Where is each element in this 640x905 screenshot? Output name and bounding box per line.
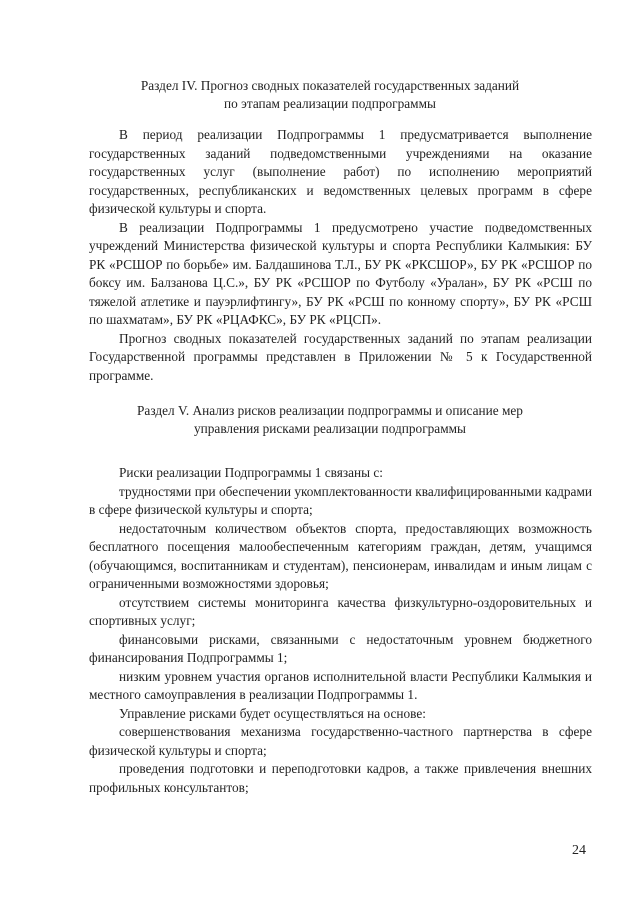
section-4-heading-line-1: Раздел IV. Прогноз сводных показателей государственных заданий — [140, 78, 520, 93]
page-number: 24 — [572, 843, 586, 858]
section-5-heading — [110, 402, 550, 438]
paragraph: трудностями при обеспечении укомплектованности квалифицированными кадрами в сфере физической культуры и спорта; — [89, 483, 592, 517]
paragraph: В период реализации Подпрограммы 1 предусматривается выполнение государственных заданий подведомственными учреждениями на оказание государственных услуг (выполнение работ) по исполнению мероприятий государственных, республиканских и ведомственных целевых программ в сфере физической культуры и спорта. — [89, 127, 592, 216]
paragraph: проведения подготовки и переподготовки кадров, а также привлечения внешних профильных консультантов; — [89, 761, 592, 795]
paragraph: недостаточным количеством объектов спорта, предоставляющих возможность бесплатного посещения малообеспеченным категориям граждан, детям, учащимся (обучающимся, воспитанникам и студентам), пенсионерам, инвалидам и иным лицам с ограниченными возможностями здоровья; — [89, 520, 592, 591]
section-4-body — [89, 126, 592, 385]
section-4-heading-line-2: по этапам реализации подпрограммы — [224, 96, 436, 111]
section-5-body — [89, 464, 592, 797]
section-5-heading-line-2: управления рисками реализации подпрограммы — [194, 421, 466, 436]
paragraph: финансовыми рисками, связанными с недостаточным уровнем бюджетного финансирования Подпрограммы 1; — [89, 631, 592, 665]
section-4-heading — [110, 77, 550, 113]
paragraph: В реализации Подпрограммы 1 предусмотрено участие подведомственных учреждений Министерства физической культуры и спорта Республики Калмыкия: БУ РК «РСШОР по борьбе» им. Балдашинова Т.Л., БУ РК «РКСШОР», БУ РК «РСШОР по боксу им. Балзанова Ц.С.», БУ РК «РСШОР по Футболу «Уралан», БУ РК «РСШ по тяжелой атлетике и пауэрлифтингу», БУ РК «РСШ по конному спорту», БУ РК «РСШ по шахматам», БУ РК «РЦАФКС», БУ РК «РЦСП». — [89, 219, 592, 327]
paragraph: совершенствования механизма государственно-частного партнерства в сфере физической культуры и спорта; — [89, 724, 592, 758]
paragraph: Прогноз сводных показателей государственных заданий по этапам реализации Государственной программы представлен в Приложении № 5 к Государственной программе. — [89, 330, 592, 383]
paragraph: Риски реализации Подпрограммы 1 связаны с: — [119, 465, 383, 480]
paragraph: низким уровнем участия органов исполнительной власти Республики Калмыкия и местного самоуправления в реализации Подпрограммы 1. — [89, 668, 592, 702]
paragraph: отсутствием системы мониторинга качества физкультурно-оздоровительных и спортивных услуг; — [89, 594, 592, 628]
paragraph: Управление рисками будет осуществляться на основе: — [119, 705, 426, 721]
section-5-heading-line-1: Раздел V. Анализ рисков реализации подпрограммы и описание мер — [137, 403, 523, 418]
